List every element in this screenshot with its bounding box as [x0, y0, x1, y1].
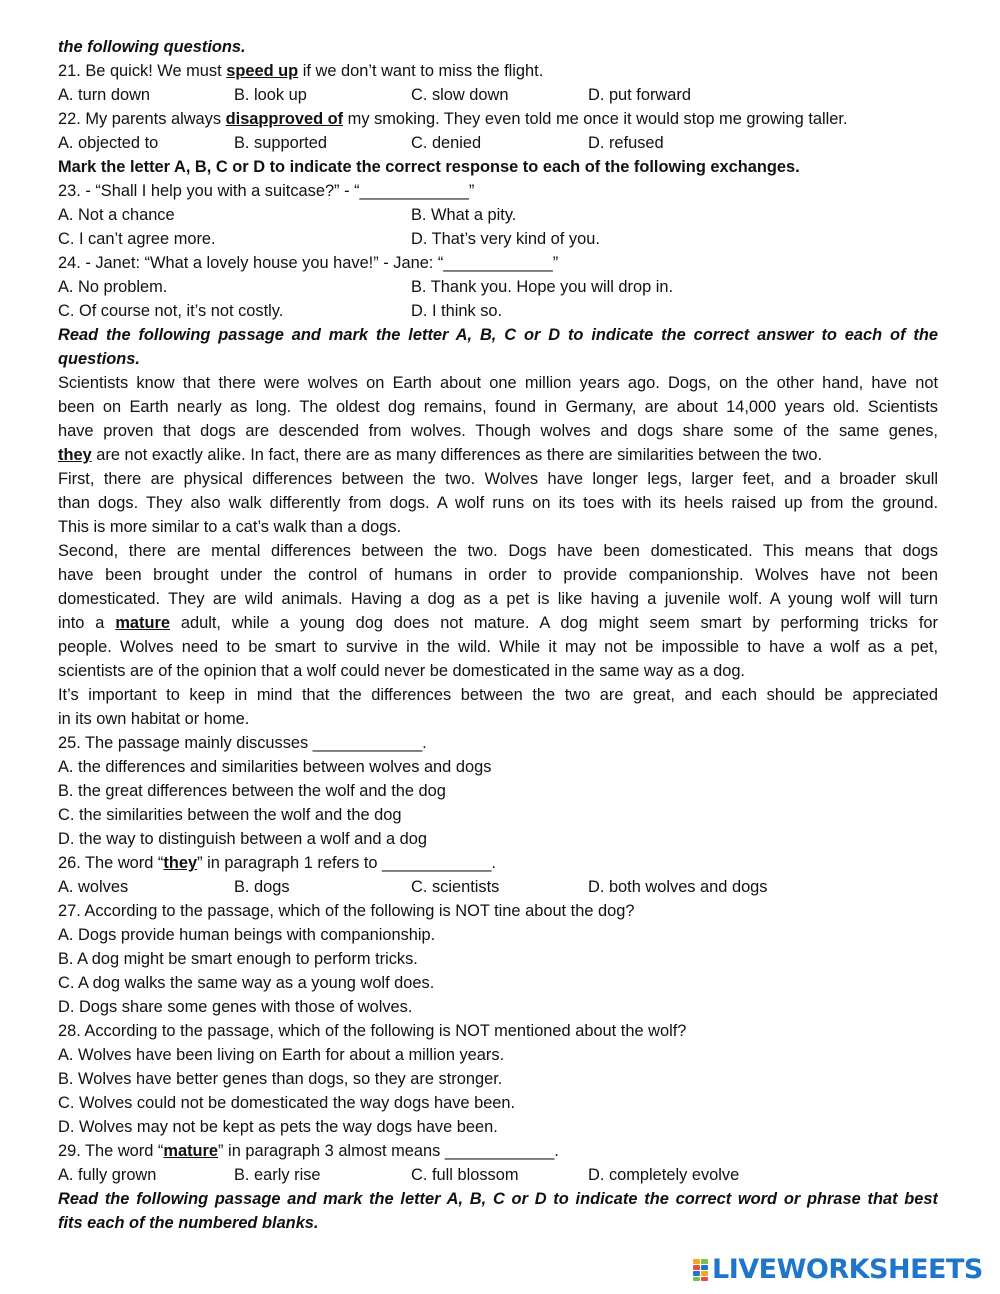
question-23-options-row-2	[58, 227, 938, 251]
option-a[interactable]: A. turn down	[58, 86, 151, 104]
instruction-passage-cont: questions.	[58, 350, 140, 368]
option-a[interactable]: A. Not a chance	[58, 206, 175, 224]
key-phrase-disapproved-of: disapproved of	[225, 110, 344, 128]
option-a[interactable]: A. Wolves have been living on Earth for about a million years.	[58, 1046, 505, 1064]
liveworksheets-logo-icon	[693, 1259, 709, 1281]
question-27: 27. According to the passage, which of the following is NOT tine about the dog?	[58, 902, 635, 920]
question-25: 25. The passage mainly discusses ____________.	[58, 734, 427, 752]
option-b[interactable]: B. Thank you. Hope you will drop in.	[411, 278, 674, 296]
instruction-exchanges: Mark the letter A, B, C or D to indicate the correct response to each of the following exchanges.	[58, 158, 800, 176]
option-d[interactable]: D. refused	[588, 134, 664, 152]
question-22: 22. My parents always disapproved of my smoking. They even told me once it would stop me growing taller.	[58, 110, 848, 128]
question-28: 28. According to the passage, which of the following is NOT mentioned about the wolf?	[58, 1022, 687, 1040]
instruction-cloze-cont: fits each of the numbered blanks.	[58, 1214, 319, 1232]
option-d[interactable]: D. I think so.	[411, 302, 503, 320]
option-d[interactable]: D. both wolves and dogs	[588, 878, 768, 896]
option-d[interactable]: D. That’s very kind of you.	[411, 230, 600, 248]
key-word-they: they	[58, 446, 92, 464]
instruction-tail: the following questions.	[58, 38, 246, 56]
option-b[interactable]: B. dogs	[234, 878, 290, 896]
option-c[interactable]: C. full blossom	[411, 1166, 519, 1184]
option-d[interactable]: D. Wolves may not be kept as pets the way dogs have been.	[58, 1118, 498, 1136]
option-b[interactable]: B. What a pity.	[411, 206, 517, 224]
option-a[interactable]: A. wolves	[58, 878, 129, 896]
option-c[interactable]: C. scientists	[411, 878, 500, 896]
option-d[interactable]: D. the way to distinguish between a wolf and a dog	[58, 830, 428, 848]
paragraph-4: It’s important to keep in mind that the differences between the two are great, and each should be appreciated in its own habitat or home.	[58, 686, 938, 728]
key-word-mature: mature	[115, 614, 170, 632]
option-a[interactable]: A. the differences and similarities between wolves and dogs	[58, 758, 492, 776]
option-c[interactable]: C. the similarities between the wolf and the dog	[58, 806, 402, 824]
question-29-options	[58, 1163, 938, 1187]
key-word-they: they	[163, 854, 198, 872]
option-c[interactable]: C. Of course not, it’s not costly.	[58, 302, 284, 320]
question-29: 29. The word “mature” in paragraph 3 almost means ____________.	[58, 1142, 559, 1160]
instruction-passage: Read the following passage and mark the letter A, B, C or D to indicate the correct answer to each of the	[58, 326, 938, 344]
option-b[interactable]: B. A dog might be smart enough to perform tricks.	[58, 950, 418, 968]
option-b[interactable]: B. Wolves have better genes than dogs, so they are stronger.	[58, 1070, 503, 1088]
liveworksheets-logo-text: LIVEWORKSHEETS	[712, 1254, 983, 1285]
question-26-options	[58, 875, 938, 899]
option-b[interactable]: B. supported	[234, 134, 327, 152]
option-b[interactable]: B. early rise	[234, 1166, 321, 1184]
question-23-options-row-1	[58, 203, 938, 227]
question-26: 26. The word “they” in paragraph 1 refers to ____________.	[58, 854, 496, 872]
liveworksheets-logo	[693, 1256, 983, 1284]
reading-passage	[58, 371, 938, 731]
question-24-options-row-1	[58, 275, 938, 299]
paragraph-3: Second, there are mental differences between the two. Dogs have been domesticated. This means that dogs have been brought under the control of humans in order to provide companionship. Wolves have not been domesticated. They are wild animals. Having a dog as a pet is like having a juvenile wolf. A young wolf will turn into a mature adult, while a young dog does not mature. A dog might seem smart by performing tricks for people. Wolves need to be smart to survive in the wild. While it may not be impossible to have a wolf as a pet, scientists are of the opinion that a wolf could never be domesticated in the same way as a dog.	[58, 542, 938, 680]
option-d[interactable]: D. completely evolve	[588, 1166, 740, 1184]
paragraph-2: First, there are physical differences between the two. Wolves have longer legs, larger feet, and a broader skull than dogs. They also walk differently from dogs. A wolf runs on its toes with its heels raised up from the ground. This is more similar to a cat’s walk than a dogs.	[58, 470, 938, 536]
option-c[interactable]: C. Wolves could not be domesticated the way dogs have been.	[58, 1094, 516, 1112]
option-b[interactable]: B. the great differences between the wolf and the dog	[58, 782, 446, 800]
option-a[interactable]: A. Dogs provide human beings with companionship.	[58, 926, 436, 944]
key-word-mature: mature	[163, 1142, 219, 1160]
instruction-cloze: Read the following passage and mark the letter A, B, C or D to indicate the correct word or phrase that best	[58, 1190, 938, 1208]
option-a[interactable]: A. objected to	[58, 134, 159, 152]
option-c[interactable]: C. A dog walks the same way as a young wolf does.	[58, 974, 435, 992]
key-phrase-speed-up: speed up	[226, 62, 299, 80]
question-22-options	[58, 131, 938, 155]
option-d[interactable]: D. put forward	[588, 86, 691, 104]
question-21-options	[58, 83, 938, 107]
option-c[interactable]: C. denied	[411, 134, 482, 152]
option-a[interactable]: A. fully grown	[58, 1166, 157, 1184]
option-b[interactable]: B. look up	[234, 86, 307, 104]
option-c[interactable]: C. I can’t agree more.	[58, 230, 216, 248]
question-24: 24. - Janet: “What a lovely house you have!” - Jane: “____________”	[58, 254, 559, 272]
question-23: 23. - “Shall I help you with a suitcase?” - “____________”	[58, 182, 475, 200]
option-d[interactable]: D. Dogs share some genes with those of wolves.	[58, 998, 413, 1016]
option-a[interactable]: A. No problem.	[58, 278, 168, 296]
option-c[interactable]: C. slow down	[411, 86, 509, 104]
question-21: 21. Be quick! We must speed up if we don’t want to miss the flight.	[58, 62, 544, 80]
paragraph-1: Scientists know that there were wolves on Earth about one million years ago. Dogs, on the other hand, have not been on Earth nearly as long. The oldest dog remains, found in Germany, are about 14,000 years old. Scientists have proven that dogs are descended from wolves. Though wolves and dogs share some of the same genes, they are not exactly alike. In fact, there are as many differences as there are similarities between the two.	[58, 374, 938, 464]
question-24-options-row-2	[58, 299, 938, 323]
worksheet-page	[58, 35, 938, 1235]
